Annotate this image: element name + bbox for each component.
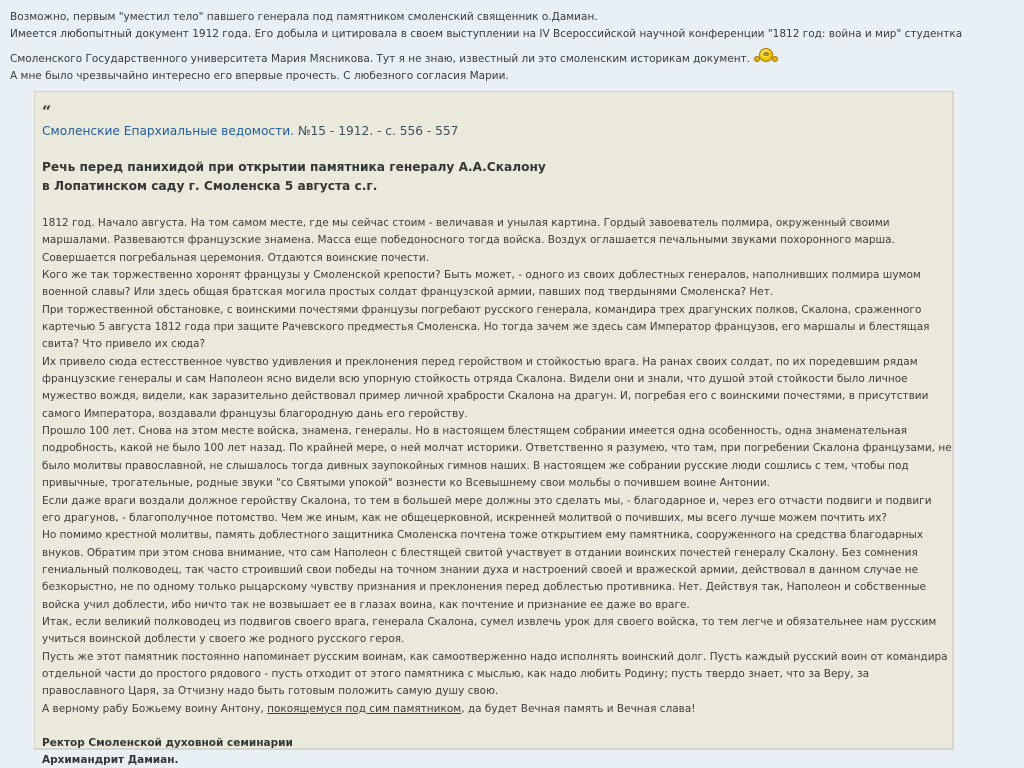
quote-mark-icon: “ (42, 102, 52, 121)
source-details: №15 - 1912. - с. 556 - 557 (294, 124, 459, 138)
underlined-phrase: покоящемуся под сим памятником (267, 702, 462, 715)
signature (42, 735, 952, 768)
paragraph: Прошло 100 лет. Снова на этом месте войска, знамена, генералы. Но в настоящем блестящем собрании имеется одна особенность, одна знаменательная подробность, какой не было 100 лет назад. По крайней мере, о ней молчат историки. Ответственно я разумею, что там, при погребении Скалона французами, не было молитвы православной, не слышалось тогда дивных заупокойных гимнов наших. В настоящем же собрании русские люди сошлись с тем, чтобы под привычные, трогательные, родные звуки "со Святыми упокой" вознести ко Всевышнему свои мольбы о почившем воине Антонии. (42, 425, 952, 490)
speech-title (42, 158, 952, 196)
paragraph: Кого же так торжественно хоронят французы у Смоленской крепости? Быть может, - одного из своих доблестных генералов, наполнивших полмира шумом военной славы? Или здесь общая братская могила простых солдат французской армии, павших под твердынями Смоленска? Нет. (42, 269, 921, 299)
blockquote (34, 91, 954, 767)
final-text-before: А верному рабу Божьему воину Антону, (42, 702, 268, 715)
speech-title-line-1: Речь перед панихидой при открытии памятника генералу А.А.Скалону (42, 160, 546, 174)
paragraph: Их привело сюда естесственное чувство удивления и преклонения перед геройством и стойкостью врага. На ранах своих солдат, по их поредевшим рядам французские генералы и сам Наполеон ясно видели всю упорную стойкость отряда Скалона. Видели они и знали, что душой этой стойкости было личное мужество вождя, видели, как заразительно действовал пример личной храбрости Скалона на драгун. И, погребая его с воинскими почестями, в присутствии самого Императора, воздавали французы благородную дань его геройству. (42, 355, 929, 420)
forum-post-body (10, 9, 1014, 85)
speech-title-line-2: в Лопатинском саду г. Смоленска 5 августа с.г. (42, 179, 378, 193)
final-paragraph (42, 701, 952, 718)
paragraph: 1812 год. Начало августа. На том самом месте, где мы сейчас стоим - величавая и унылая картина. Гордый завоеватель полмира, окруженный своими маршалами. Развеваются французские знамена. Масса еще победоносного тогда войска. Воздух оглашается печальными звуками похоронного марша. Совершается погребальная церемония. Отдаются воинские почести. (42, 217, 895, 264)
paragraph: Итак, если великий полководец из подвигов своего врага, генерала Скалона, сумел извлечь урок для своего войска, то тем легче и обязательнее нам русским учиться воинской доблести у своего же родного русского героя. (42, 615, 937, 646)
signature-line-1: Ректор Смоленской духовной семинарии (42, 736, 293, 749)
journal-link[interactable]: Смоленские Епархиальные ведомости. (42, 124, 294, 138)
paragraph: Пусть же этот памятник постоянно напоминает русским воинам, как самоотверженно надо исполнять воинский долг. Пусть каждый русский воин от командира отдельной части до простого рядового - пусть отходит от этого памятника с мыслью, как надо любить Родину; пусть твердо знает, что за Веру, за православного Царя, за Отчизну надо быть готовым положить самую душу свою. (42, 650, 948, 698)
quote-source (42, 122, 952, 140)
intro-line-1: Возможно, первым "уместил тело" павшего генерала под памятником смоленский священник о.Дамиан. (10, 11, 598, 23)
signature-line-2: Архимандрит Дамиан. (42, 754, 179, 767)
intro-line-2: Имеется любопытный документ 1912 года. Его добыла и цитировала в своем выступлении на IV Всероссийской научной конференции "1812 год: война и мир" студентка (10, 28, 963, 41)
speech-body (42, 215, 952, 718)
paragraph: Но помимо крестной молитвы, память доблестного защитника Смоленска почтена тоже открытием ему памятника, сооруженного на средства благодарных внуков. Обратим при этом снова внимание, что сам Наполеон с блестящей свитой участвует в отдании воинских почестей генералу Скалону. Без сомнения гениальный полководец, так часто строивший свои победы на точном знании духа и настроений своей и вражеской армии, действовал в данном случае не безкорыстно, не по одному только рыцарскому чувству признания и преклонения перед доблестью противника. Нет. Действуя так, Наполеон и собственные войска учил доблести, ибо ничто так не возвышает ее в глазах воина, как почтение и признание ее даже во враге. (42, 529, 926, 611)
intro-line-3 (10, 48, 1014, 68)
smiley-icon (754, 48, 778, 64)
final-text-after: , да будет Вечная память и Вечная слава! (461, 702, 696, 715)
intro-line-4: А мне было чрезвычайно интересно его впервые прочесть. С любезного согласия Марии. (10, 69, 509, 82)
paragraph: Если даже враги воздали должное геройству Скалона, то тем в большей мере должны это сделать мы, - благодарное и, через его отчасти подвиги и подвиги его драгунов, - благополучное потомство. Чем же иным, как не общецерковной, искренней молитвой о почивших, мы всего лучше можем почтить их? (42, 494, 932, 524)
paragraph: При торжественной обстановке, с воинскими почестями французы погребают русского генерала, командира трех драгунских полков, Скалона, сраженного картечью 5 августа 1812 года при защите Рачевского предместья Смоленска. Но тогда зачем же здесь сам Император французов, его маршалы и блестящая свита? Что привело их сюда? (42, 303, 930, 351)
intro-line-3-text: Смоленского Государственного университета Мария Мясникова. Тут я не знаю, известный ли это смоленским историкам документ. (10, 52, 751, 65)
